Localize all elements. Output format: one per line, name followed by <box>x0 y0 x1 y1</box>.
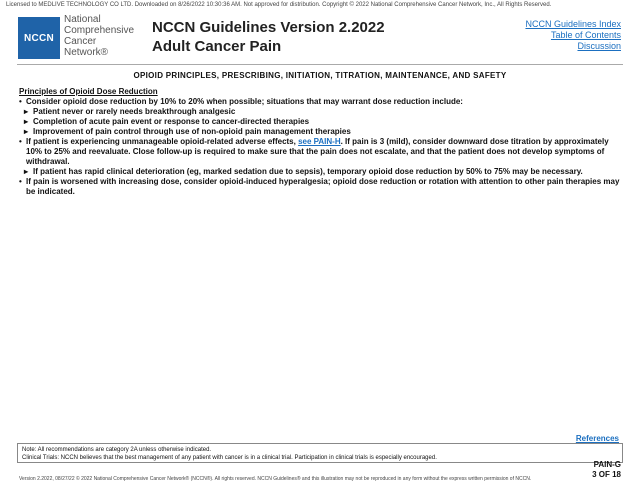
guideline-topic-title: Adult Cancer Pain <box>152 38 282 55</box>
logo-line: National <box>64 14 101 25</box>
discussion-link[interactable]: Discussion <box>577 41 621 51</box>
bullet-item <box>19 137 625 167</box>
references-link[interactable]: References <box>575 434 619 443</box>
main-content <box>19 87 625 197</box>
bullet-text: If patient is experiencing unmanageable opioid-related adverse effects, <box>26 137 299 146</box>
logo-line: Cancer <box>64 36 97 47</box>
page-identifier <box>592 460 621 480</box>
bullet-item: • Consider opioid dose reduction by 10% to 20% when possible; situations that may warrant dose reduction include: <box>19 97 625 107</box>
note-line: Note: All recommendations are category 2A unless otherwise indicated. <box>22 447 212 453</box>
top-nav-links <box>525 19 621 52</box>
page-code: PAIN-G <box>593 460 621 469</box>
header-divider <box>17 64 623 65</box>
page-title <box>152 18 385 56</box>
pain-h-link[interactable]: see PAIN-H <box>298 137 341 146</box>
notes-box <box>17 443 623 463</box>
nccn-logo <box>18 17 60 59</box>
logo-line: Network® <box>64 47 109 58</box>
sub-bullet-item: ▸ Completion of acute pain event or response to cancer-directed therapies <box>19 117 625 127</box>
page-number: 3 OF 18 <box>592 470 621 479</box>
guideline-version-title: NCCN Guidelines Version 2.2022 <box>152 19 385 36</box>
logo-wordmark <box>64 14 134 58</box>
guidelines-index-link[interactable]: NCCN Guidelines Index <box>525 19 621 29</box>
sub-bullet-item: ▸ If patient has rapid clinical deterioration (eg, marked sedation due to sepsis), temporary opioid dose reduction by 50% to 75% may be necessary. <box>19 167 625 177</box>
sub-bullet-item: ▸ Patient never or rarely needs breakthrough analgesic <box>19 107 625 117</box>
table-of-contents-link[interactable]: Table of Contents <box>550 30 621 40</box>
bullet-item: • If pain is worsened with increasing dose, consider opioid-induced hyperalgesia; opioid dose reduction or rotation with attention to other pain therapies may be indicated. <box>19 177 625 197</box>
section-heading: OPIOID PRINCIPLES, PRESCRIBING, INITIATION, TITRATION, MAINTENANCE, AND SAFETY <box>133 71 507 80</box>
sub-bullet-item: ▸ Improvement of pain control through use of non-opioid pain management therapies <box>19 127 625 137</box>
version-footer: Version 2.2022, 08/27/22 © 2022 National Comprehensive Cancer Network® (NCCN®). All rights reserved. NCCN Guidelines® and this illustration may not be reproduced in any form without the express written permission of NCCN. <box>19 476 532 482</box>
license-notice: Licensed to MEDLIVE TECHNOLOGY CO LTD. Downloaded on 8/26/2022 10:30:36 AM. Not approved for distribution. Copyright © 2022 National Comprehensive Cancer Network, Inc., All Rights Reserved. <box>6 2 552 8</box>
logo-line: Comprehensive <box>64 25 135 36</box>
logo-mark: NCCN <box>23 32 55 44</box>
note-line: Clinical Trials: NCCN believes that the best management of any patient with cancer is in a clinical trial. Participation in clinical trials is especially encouraged. <box>22 455 437 461</box>
content-subheading: Principles of Opioid Dose Reduction <box>19 87 158 96</box>
bullet-text: . If pain is 3 (mild), consider downward dose titration by approximately 10% to 25% and reevaluate. Close follow-up is required to make sure that the pain does not escalate, and that the patient does not develop symptoms of withdrawal. <box>26 137 609 166</box>
